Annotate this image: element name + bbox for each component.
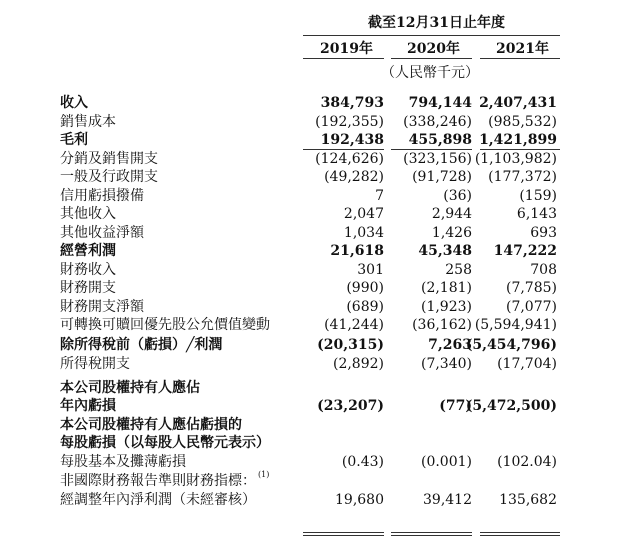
subtotal-rule-2020: [391, 149, 472, 150]
row-value-2019: (41,244): [324, 317, 384, 333]
row-value-2020: (36): [443, 188, 472, 204]
row-value-2019: (2,892): [332, 356, 384, 372]
total-rule-2021-a: [480, 532, 560, 533]
row-label: 收入: [60, 95, 88, 111]
year-header-2020: 2020年: [407, 41, 460, 57]
period-header: 截至12月31日止年度: [368, 15, 505, 31]
row-value-2019: (192,355): [315, 114, 384, 130]
row-value-2021: 708: [530, 262, 557, 278]
row-value-2019: (124,626): [315, 151, 384, 167]
row-value-2020: 45,348: [418, 243, 472, 259]
year-rule-2019: [303, 58, 384, 59]
row-label: 每股基本及攤薄虧損: [60, 454, 186, 470]
year-rule-2021: [480, 58, 560, 59]
row-value-2021: (5,454,796): [465, 337, 557, 353]
total-rule-2019-b: [303, 535, 384, 536]
row-value-2019: (20,315): [317, 337, 384, 353]
row-value-2019: 19,680: [335, 492, 384, 508]
row-value-2021: (5,472,500): [465, 398, 557, 414]
row-label: 其他收入: [60, 206, 116, 222]
row-value-2021: (17,704): [497, 356, 557, 372]
row-value-2021: 147,222: [493, 243, 557, 259]
row-label: 所得稅開支: [60, 356, 130, 372]
row-value-2020: (0.001): [420, 454, 472, 470]
subtotal-rule-2019: [303, 149, 384, 150]
row-value-2020: 794,144: [408, 95, 472, 111]
row-value-2019: (0.43): [341, 454, 384, 470]
total-rule-2020-a: [391, 532, 472, 533]
row-label: 本公司股權持有人應佔虧損的: [60, 417, 242, 433]
row-value-2021: (5,594,941): [474, 317, 557, 333]
year-header-2019: 2019年: [320, 41, 373, 57]
row-value-2021: (7,077): [505, 299, 557, 315]
row-value-2021: (102.04): [497, 454, 557, 470]
row-value-2019: 384,793: [320, 95, 384, 111]
row-label: 財務開支淨額: [60, 299, 144, 315]
row-value-2021: (985,532): [488, 114, 557, 130]
subtotal-rule-2021: [480, 149, 560, 150]
row-label: 其他收益淨額: [60, 225, 144, 241]
row-value-2021: 693: [530, 225, 557, 241]
total-rule-2019-a: [303, 532, 384, 533]
row-label: 可轉換可贖回優先股公允價值變動: [60, 317, 270, 333]
row-label: 除所得稅前（虧損）╱利潤: [60, 337, 223, 353]
row-value-2021: 2,407,431: [479, 95, 557, 111]
row-value-2021: 6,143: [516, 206, 557, 222]
row-value-2020: 39,412: [423, 492, 472, 508]
total-rule-2020-b: [391, 535, 472, 536]
row-value-2020: (2,181): [420, 280, 472, 296]
row-value-2019: 192,438: [320, 132, 384, 148]
row-value-2020: (338,246): [403, 114, 472, 130]
row-value-2020: (7,340): [420, 356, 472, 372]
row-value-2019: 1,034: [343, 225, 384, 241]
row-value-2019: (990): [346, 280, 384, 296]
year-rule-2020: [391, 58, 472, 59]
row-value-2019: 301: [357, 262, 384, 278]
row-value-2019: (23,207): [317, 398, 384, 414]
row-value-2020: (77): [439, 398, 472, 414]
row-value-2021: 1,421,899: [479, 132, 557, 148]
row-label: 年內虧損: [60, 398, 116, 414]
footnote-marker: (1): [258, 470, 270, 479]
row-label: 毛利: [60, 132, 88, 148]
row-value-2020: 258: [445, 262, 472, 278]
period-rule: [303, 35, 560, 36]
row-label: 經調整年內淨利潤（未經審核）: [60, 492, 256, 508]
row-label: 分銷及銷售開支: [60, 151, 158, 167]
row-value-2021: (177,372): [488, 169, 557, 185]
row-value-2020: (36,162): [412, 317, 472, 333]
row-label: 非國際財務報告準則財務指標：: [60, 473, 256, 489]
row-value-2020: 7,263: [428, 337, 472, 353]
row-label: 財務收入: [60, 262, 116, 278]
row-value-2019: 2,047: [343, 206, 384, 222]
row-label: 銷售成本: [60, 114, 116, 130]
row-value-2019: 21,618: [330, 243, 384, 259]
row-value-2021: 135,682: [499, 492, 557, 508]
row-label: 信用虧損撥備: [60, 188, 144, 204]
row-value-2021: (7,785): [505, 280, 557, 296]
row-value-2020: (323,156): [403, 151, 472, 167]
row-value-2021: (159): [519, 188, 557, 204]
row-label: 財務開支: [60, 280, 116, 296]
row-value-2020: 1,426: [431, 225, 472, 241]
unit-label: （人民幣千元）: [381, 65, 479, 81]
row-label: 經營利潤: [60, 243, 116, 259]
total-rule-2021-b: [480, 535, 560, 536]
row-value-2021: (1,103,982): [474, 151, 557, 167]
row-value-2019: 7: [375, 188, 384, 204]
row-value-2020: 455,898: [408, 132, 472, 148]
year-header-2021: 2021年: [496, 41, 549, 57]
row-value-2020: 2,944: [431, 206, 472, 222]
row-label: 本公司股權持有人應佔: [60, 380, 200, 396]
row-value-2019: (49,282): [324, 169, 384, 185]
row-label: 每股虧損（以每股人民幣元表示）: [60, 435, 270, 451]
row-value-2020: (1,923): [420, 299, 472, 315]
row-value-2019: (689): [346, 299, 384, 315]
row-label: 一般及行政開支: [60, 169, 158, 185]
row-value-2020: (91,728): [412, 169, 472, 185]
